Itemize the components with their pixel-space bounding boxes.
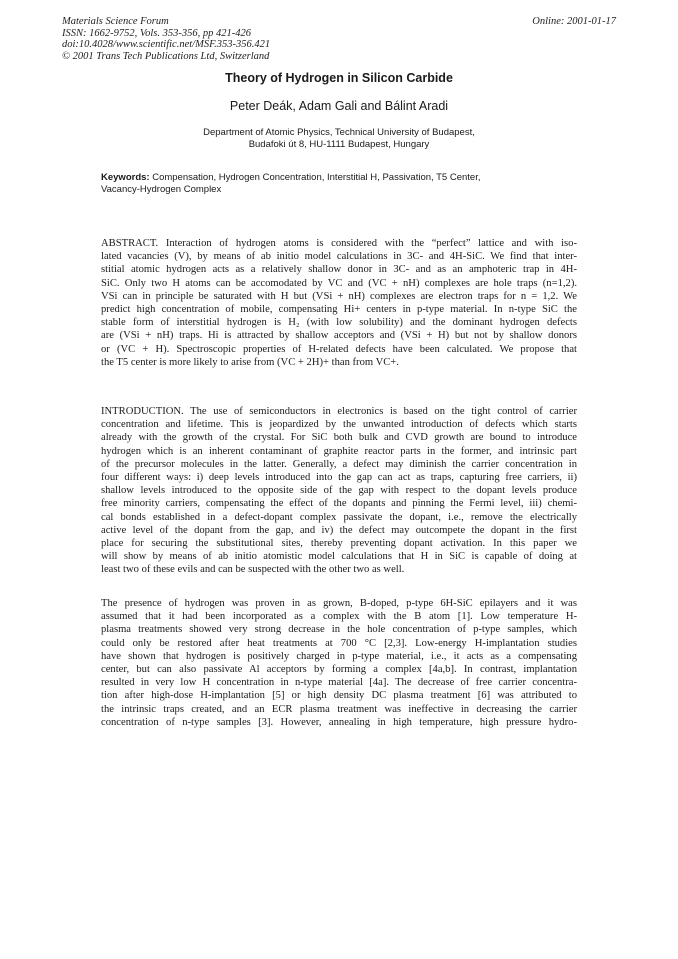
abstract-line: or (VC + H). Spectroscopic properties of H-related defects have been calculated. We propose that <box>101 343 577 355</box>
body-line: resulted in very low H concentration in n-type material [4a]. The decrease of free carrier concentra- <box>101 677 577 689</box>
keywords-label: Keywords: <box>101 172 150 183</box>
body-line: could only be restored after heat treatments at 700 °C [2,3]. Low-energy H-implantation studies <box>101 637 577 649</box>
intro-line: hydrogen which is an inherent contaminant of graphite reactor parts in the former, and intrinsic part <box>101 445 577 457</box>
abstract-line: are (VSi + nH) traps. Hi is attracted by shallow acceptors and (VSi + H) but not by shallow donors <box>101 330 577 342</box>
intro-line: shallow levels introduced to the opposite side of the gap with respect to the dopant levels produce <box>101 485 577 497</box>
journal-name: Materials Science Forum <box>62 16 169 27</box>
affiliation-line: Department of Atomic Physics, Technical University of Budapest, <box>203 127 475 138</box>
intro-line: concentration and lifetime. This is jeopardized by the unwanted introduction of defects which starts <box>101 419 577 431</box>
body-line: the intrinsic traps created, and an ECR plasma treatment was ineffective in decreasing the carrier <box>101 703 577 715</box>
abstract-line: VSi can in principle be saturated with H but (VSi + nH) complexes are electron traps for n = 1,2. We <box>101 290 577 302</box>
introduction-paragraph <box>101 405 577 577</box>
abstract-line: stitial atomic hydrogen acts as a relatively shallow donor in 3C- and as an amphoteric trap in 4H- <box>101 264 577 276</box>
abstract-line: stable form of interstitial hydrogen is H₂ (with low solubility) and the dominant hydrogen defects <box>101 317 577 329</box>
journal-header <box>62 16 392 62</box>
abstract-paragraph <box>101 237 577 369</box>
affiliation-line: Budafoki út 8, HU-1111 Budapest, Hungary <box>248 139 430 150</box>
intro-line: four different ways: i) deep levels introduced into the gap can act as traps, capturing free carriers, ii) <box>101 472 577 484</box>
keywords-list: Compensation, Hydrogen Concentration, Interstitial H, Passivation, T5 Center, <box>149 172 481 183</box>
abstract-line: SiC. Only two H atoms can be accomodated by VC and (VC + nH) complexes are hole traps (n=1,2). <box>101 277 577 289</box>
intro-line: already with the growth of the crystal. For SiC both bulk and CVD growth are bound to introduce <box>101 432 577 444</box>
abstract-line: ABSTRACT. Interaction of hydrogen atoms is considered with the “perfect” lattice and with iso- <box>101 238 577 249</box>
intro-line: place for securing the substitutional sites, thereby preventing dopant activation. In this paper we <box>101 538 577 550</box>
body-line: plasma treatments showed very strong decrease in the hole concentration of p-type samples, which <box>101 624 577 636</box>
body-line: assumed that it had been incorporated as a complex with the B atom [1]. Low temperature H- <box>101 611 577 623</box>
copyright-line: © 2001 Trans Tech Publications Ltd, Switzerland <box>62 50 270 62</box>
intro-line: INTRODUCTION. The use of semiconductors in electronics is based on the tight control of carrier <box>101 406 577 417</box>
issn-line: ISSN: 1662-9752, Vols. 353-356, pp 421-426 <box>62 27 251 39</box>
body-line: tion after high-dose H-implantation [5] or high density DC plasma treatment [6] was attributed to <box>101 690 577 702</box>
body-line: concentration of n-type samples [3]. However, annealing in high temperature, high pressure hydro- <box>101 716 577 728</box>
doi-line: doi:10.4028/www.scientific.net/MSF.353-356.421 <box>62 39 271 50</box>
abstract-line: predict high concentration of mobile, compensating Hi+ centers in p-type material. In n-type SiC the <box>101 304 577 316</box>
intro-line: active level of the dopant from the gap, and iv) the defect may outcompete the dopant in the first <box>101 524 577 536</box>
body-line: have shown that hydrogen is positively charged in p-type material, i.e., it acts as a compensating <box>101 650 577 662</box>
intro-line: least two of these evils and can be suspected with the other two as well. <box>101 564 405 576</box>
keywords-list-cont: Vacancy-Hydrogen Complex <box>101 184 222 195</box>
body-line: center, but can also passivate Al acceptors by forming a complex [4a,b]. In contrast, implantation <box>101 664 577 676</box>
online-date: Online: 2001-01-17 <box>532 16 616 27</box>
affiliation <box>0 127 678 151</box>
intro-line: cal bonds established in a defect-dopant complex passivate the dopant, i.e., remove the electrically <box>101 511 577 523</box>
abstract-line: the T5 center is more likely to arise from (VC + 2H)+ than from VC+. <box>101 356 399 368</box>
keywords-block <box>101 172 581 196</box>
abstract-line: lated vacancies (V), by means of ab initio model calculations in 3C- and 4H-SiC. We find that inter- <box>101 251 577 263</box>
intro-line: of the precursor molecules in the latter. Generally, a defect may diminish the carrier concentration in <box>101 458 577 470</box>
paper-title: Theory of Hydrogen in Silicon Carbide <box>225 71 453 85</box>
body-line: The presence of hydrogen was proven in as grown, B-doped, p-type 6H-SiC epilayers and it was <box>101 598 577 609</box>
body-paragraph <box>101 597 577 729</box>
intro-line: will show by means of ab initio atomistic model calculations that H in SiC is capable of doing at <box>101 551 577 563</box>
author-list: Peter Deák, Adam Gali and Bálint Aradi <box>229 99 449 113</box>
intro-line: free minority carriers, compensating the effect of the dopants and pinning the Fermi level, iii) chemi- <box>101 498 577 510</box>
